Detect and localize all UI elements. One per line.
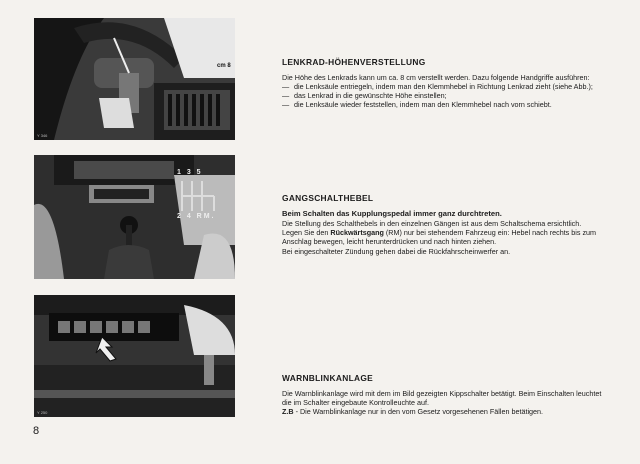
- list-item: — das Lenkrad in die gewünschte Höhe einstellen;: [282, 91, 447, 101]
- gear-pattern-top: 1 3 5: [177, 169, 203, 176]
- cm-label: cm 8: [217, 63, 231, 69]
- section-intro: Die Höhe des Lenkrads kann um ca. 8 cm verstellt werden. Dazu folgende Handgriffe ausführen:: [282, 73, 590, 82]
- photo-code: Y 346: [37, 133, 48, 138]
- gear-lever-photo: [34, 155, 235, 279]
- shift-pattern-text: Die Stellung des Schalthebels in den einzelnen Gängen ist aus dem Schaltschema ersichtlich.: [282, 219, 582, 228]
- hazard-note: Z.B - Die Warnblinkanlage nur in den vom Gesetz vorgesehenen Fällen betätigen.: [282, 407, 544, 417]
- section-title: GANGSCHALTHEBEL: [282, 193, 374, 203]
- steering-column-photo: [34, 18, 235, 140]
- hazard-switch-photo: [34, 295, 235, 417]
- section-title: WARNBLINKANLAGE: [282, 373, 374, 383]
- reverse-gear-text: Legen Sie den Rückwärtsgang (RM) nur bei stehendem Fahrzeug ein: Hebel nach rechts bis zum Anschlag bewegen, leicht herunterdrücken und nach hinten ziehen.: [282, 228, 597, 247]
- list-item: — die Lenksäule wieder feststellen, indem man den Klemmhebel nach vorn schiebt.: [282, 100, 552, 110]
- section-steering-adjustment: [282, 57, 604, 109]
- page-number: 8: [33, 425, 40, 437]
- hazard-text: Die Warnblinkanlage wird mit dem im Bild gezeigten Kippschalter betätigt. Beim Einschalten leuchtet die im Schalter eingebaute Kontrolleuchte auf.: [282, 389, 602, 408]
- gear-pattern-bottom: 2 4 RM.: [177, 213, 216, 220]
- list-item: — die Lenksäule entriegeln, indem man den Klemmhebel in Richtung Lenkrad zieht (siehe Abb.);: [282, 82, 593, 92]
- clutch-warning: Beim Schalten das Kupplungspedal immer ganz durchtreten.: [282, 209, 502, 218]
- section-title: LENKRAD-HÖHENVERSTELLUNG: [282, 57, 426, 67]
- section-gear-lever: [282, 193, 604, 256]
- photo-code: Y 250: [37, 410, 48, 415]
- section-hazard-lights: [282, 373, 604, 417]
- reverse-lights-text: Bei eingeschalteter Zündung gehen dabei die Rückfahrscheinwerfer an.: [282, 246, 511, 256]
